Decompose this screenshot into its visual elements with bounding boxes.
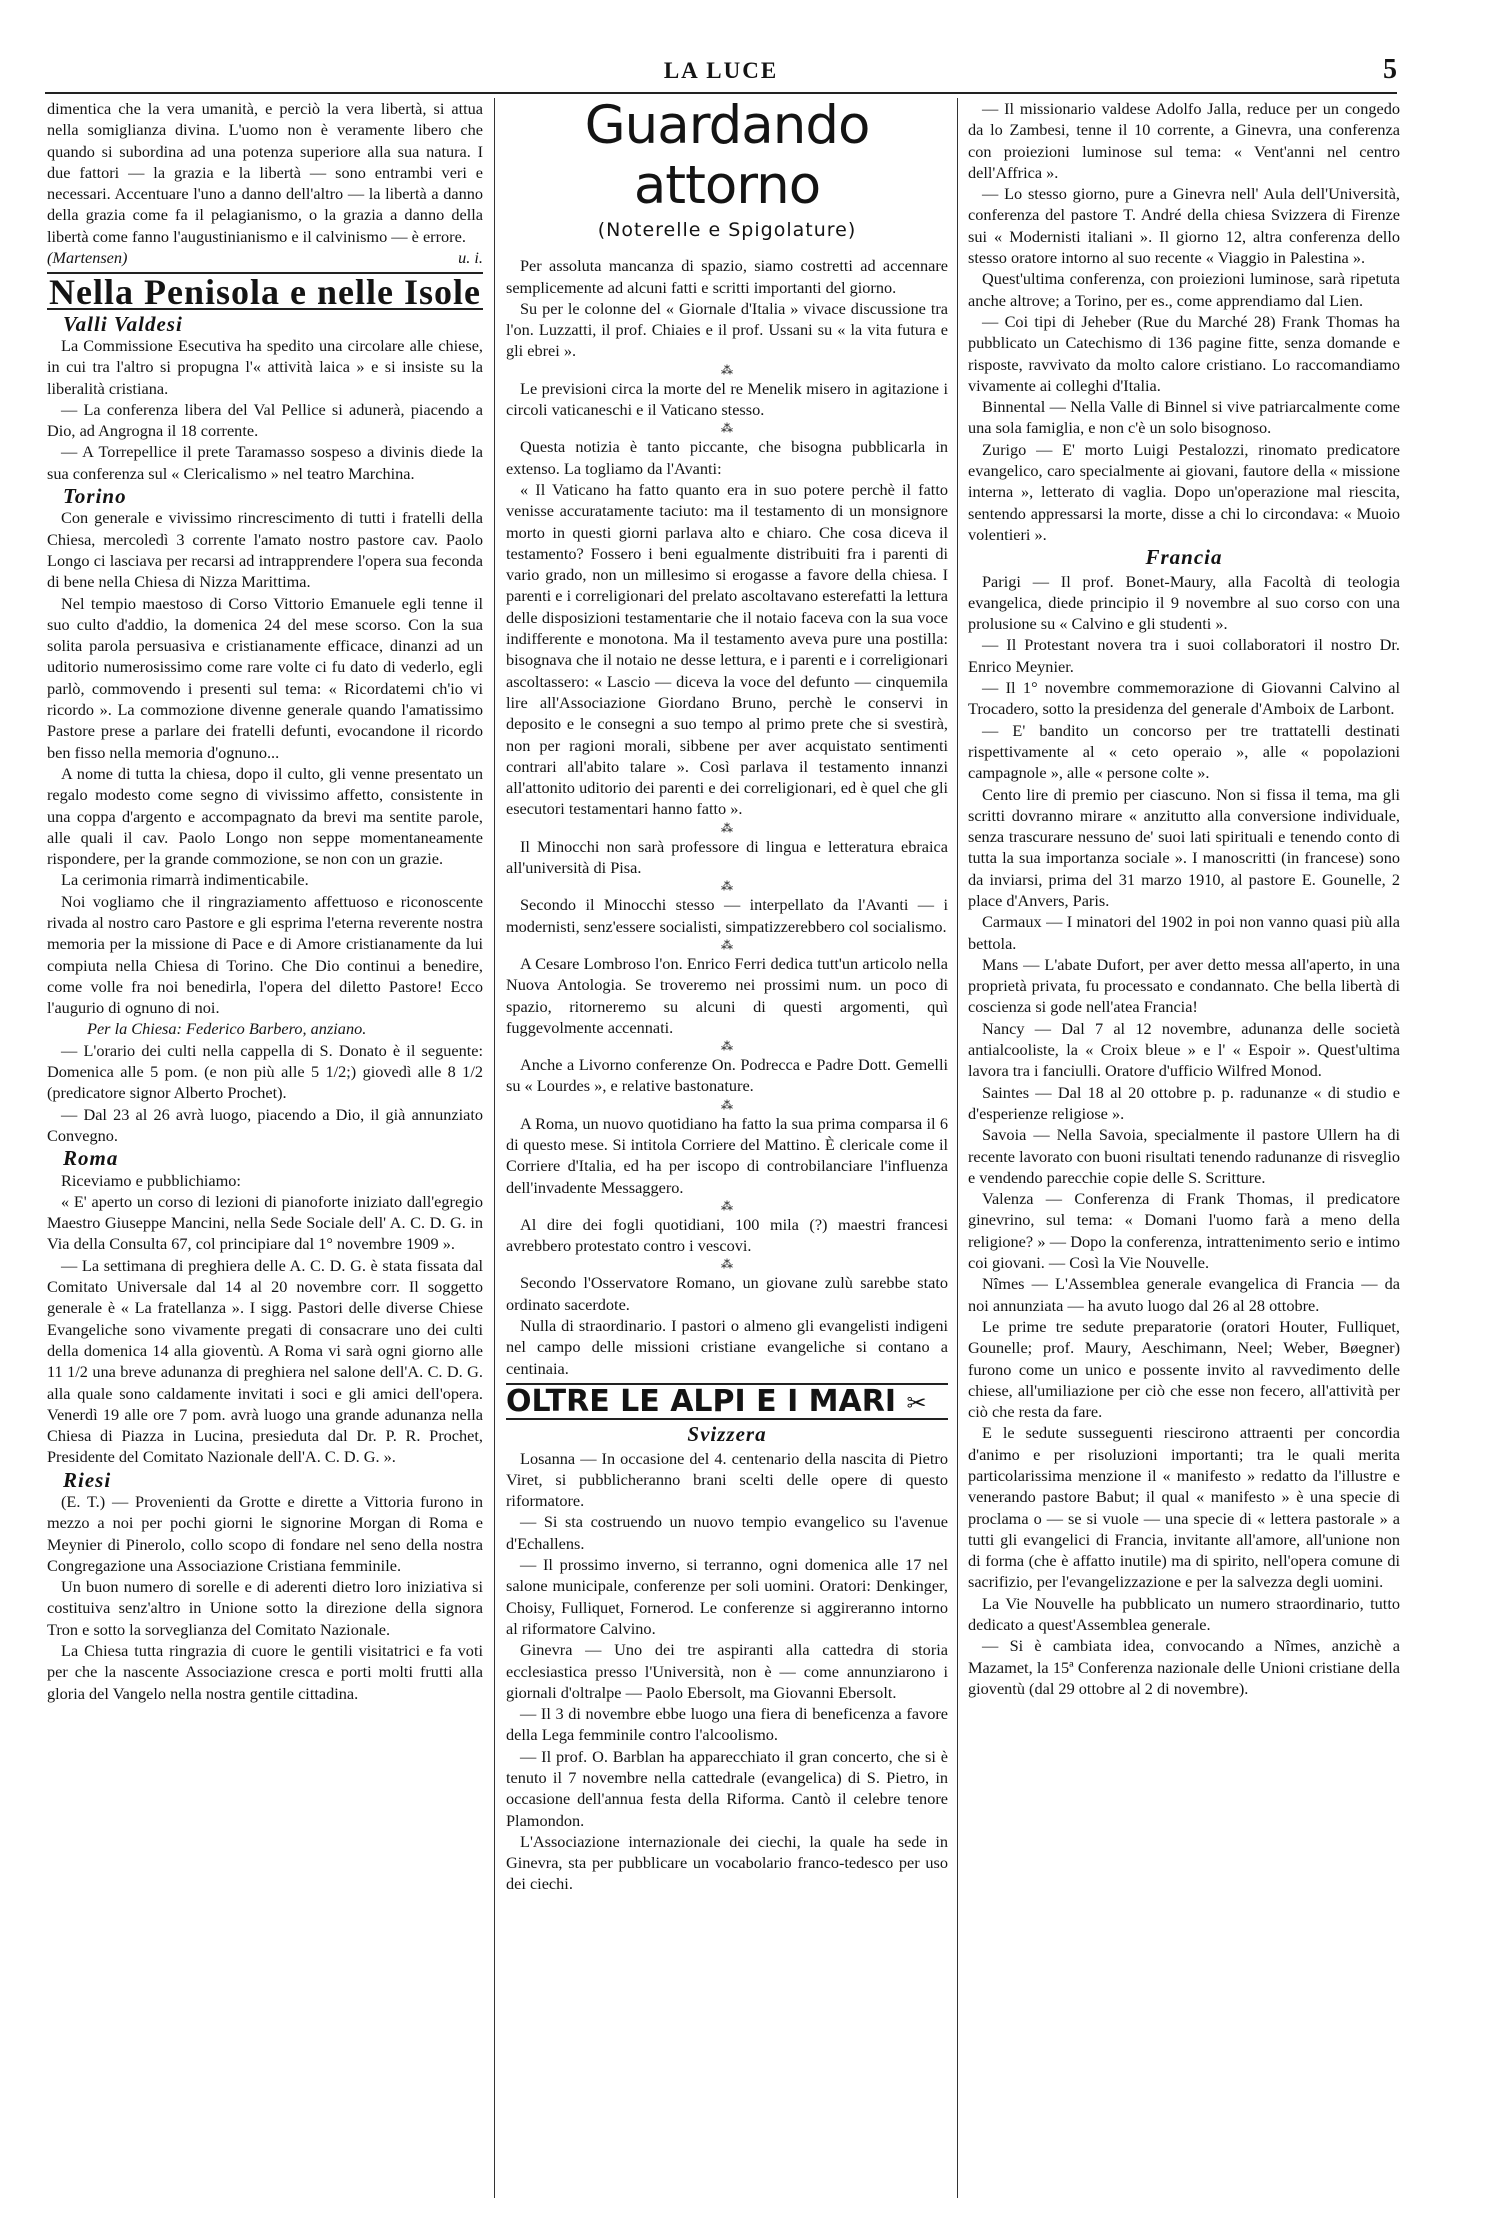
paragraph: — Dal 23 al 26 avrà luogo, piacendo a Dio, il già annunziato Convegno. — [47, 1104, 483, 1145]
paragraph: Zurigo — E' morto Luigi Pestalozzi, rinomato predicatore evangelico, caro specialmente ai giovani, fautore della « missione interna », letterato di vaglia. Dopo un'operazione mal riescita, sentendo appressarsi la morte, disse a chi lo circondava: « Muoio volentieri ». — [968, 439, 1400, 544]
paragraph: La Commissione Esecutiva ha spedito una circolare alle chiese, in cui tra l'altro si propugna l'« attività laica » e si insiste su la liberalità cristiana. — [47, 335, 483, 398]
signature: Per la Chiesa: Federico Barbero, anziano. — [87, 1019, 367, 1039]
paragraph: Ginevra — Uno dei tre aspiranti alla cattedra di storia ecclesiastica presso l'Università, non è — come annunziarono i giornali d'oltralpe — Paolo Ebersolt, ma Giovanni Ebersolt. — [506, 1640, 948, 1702]
paragraph: — Il Protestant novera tra i suoi collaboratori il nostro Dr. Enrico Meynier. — [968, 635, 1400, 676]
paragraph: Parigi — Il prof. Bonet-Maury, alla Facoltà di teologia evangelica, diede principio il 9 novembre al suo corso con una prolusione su « Calvino e gli studenti ». — [968, 571, 1400, 634]
separator-asterism: ⁂ — [721, 937, 733, 952]
paragraph: — La conferenza libera del Val Pellice si adunerà, piacendo a Dio, ad Angrogna il 18 corrente. — [47, 399, 483, 441]
intro-sign: u. i. — [458, 248, 483, 268]
paragraph: Al dire dei fogli quotidiani, 100 mila (?) maestri francesi avrebbero protestato contro i vescovi. — [506, 1214, 948, 1256]
separator-asterism: ⁂ — [721, 820, 733, 835]
paragraph: — A Torrepellice il prete Taramasso sospeso a divinis diede la sua conferenza sul « Clericalismo » nel teatro Marchina. — [47, 442, 483, 483]
paragraph: A Cesare Lombroso l'on. Enrico Ferri dedica tutt'un articolo nella Nuova Antologia. Se troveremo nei prossimi num. un poco di spazio, ritorneremo su alcuni di questi argomenti, quì fuggevolmente accennati. — [506, 953, 948, 1037]
column-2 — [506, 98, 948, 2198]
paragraph: — La settimana di preghiera delle A. C. D. G. è stata fissata dal Comitato Universale dal 14 al 20 novembre corr. Il soggetto generale è « La fratellanza ». I sigg. Pastori delle diverse Chiese Evangeliche sono vivamente pregati di consacrare uno dei culti della domenica 14 alla gioventù. A Roma vi sarà ogni giorno alle 11 1/2 una breve adunanza di preghiera nel salone dell'A. C. D. G. alla quale sono caldamente invitati i soci e gli amici dell'opera. Venerdì 19 alle ore 7 pom. avrà luogo una grande adunanza nella Chiesa di Piazza in Lucina, presieduta dal Dr. P. R. Prochet, Presidente del Comitato Nazionale dell'A. C. D. G. ». — [47, 1255, 483, 1467]
separator-asterism: ⁂ — [721, 1257, 733, 1272]
paragraph: — Il prossimo inverno, si terranno, ogni domenica alle 17 nel salone municipale, conferenze per soli uomini. Oratori: Denkinger, Choisy, Fulliquet, Fornerod. Le conferenze si aggireranno intorno al riformatore Calvino. — [506, 1555, 948, 1638]
paragraph: Secondo il Minocchi stesso — interpellato da l'Avanti — i modernisti, senz'essere socialisti, simpatizzerebbero col socialismo. — [506, 895, 948, 936]
section-title-oltre — [506, 1383, 948, 1419]
column-1 — [47, 98, 483, 2198]
paragraph: A nome di tutta la chiesa, dopo il culto, gli venne presentato un regalo modesto come segno di vivissimo affetto, consistente in una coppa d'argento e accompagnato da brevi ma sentite parole, alle quali il cav. Paolo Longo non seppe momentaneamente rispondere, per la grande commozione, se non con un grazie. — [47, 763, 483, 869]
paragraph: — Il missionario valdese Adolfo Jalla, reduce per un congedo da lo Zambesi, tenne il 10 corrente, a Ginevra, una conferenza con proiezioni luminose sul tema: « Vent'anni nel centro dell'Affrica ». — [968, 99, 1400, 182]
paragraph: Mans — L'abate Dufort, per aver detto messa all'aperto, in una proprietà privata, fu processato e condannato. Che bella libertà di coscienza si gode nell'atea Francia! — [968, 954, 1400, 1017]
scissors-icon: ✂ — [906, 1388, 927, 1417]
paragraph: Su per le colonne del « Giornale d'Italia » vivace discussione tra l'on. Luzzatti, il prof. Chiaies e il prof. Ussani su « la vita futura e gli ebrei ». — [506, 298, 948, 361]
paragraph: Il Minocchi non sarà professore di lingua e letteratura ebraica all'università di Pisa. — [506, 836, 948, 878]
paragraph: — Coi tipi di Jeheber (Rue du Marché 28) Frank Thomas ha pubblicato un Catechismo di 136 pagine fitte, senza domande e risposte, ravvivato da molto calore cristiano. Lo raccomandiamo vivamente ai colleghi d'Italia. — [968, 311, 1400, 395]
page-header — [45, 54, 1397, 90]
paragraph: Nel tempio maestoso di Corso Vittorio Emanuele egli tenne il suo culto d'addio, la domenica 24 del mese scorso. Con la sua solita parola persuasiva e cristianamente efficace, dinanzi ad un uditorio numerosissimo come rare volte ci fu dato di vederlo, egli parlò, commovendo i presenti sul tema: « Ricordatemi ch'io vi ricordo ». La commozione divenne generale quando l'amatissimo Pastore prese a parlare dei fratelli defunti, evocandone il ricordo ben fisso nella memoria d'ognuno... — [47, 593, 483, 762]
paragraph: Nancy — Dal 7 al 12 novembre, adunanza delle società antialcooliste, la « Croix bleue » e l' « Espoir ». Quest'ultima lavora tra i fanciulli. Oratore d'ufficio Wilfred Monod. — [968, 1018, 1400, 1081]
article-title: Guardando attorno — [584, 98, 870, 216]
paragraph: — Lo stesso giorno, pure a Ginevra nell' Aula dell'Università, conferenza del pastore T. André della chiesa Svizzera di Firenze sui « Modernisti italiani ». Il giorno 12, altra conferenza dello stesso oratore intorno al suo recente « Viaggio in Palestina ». — [968, 184, 1400, 268]
paragraph: Secondo l'Osservatore Romano, un giovane zulù sarebbe stato ordinato sacerdote. — [506, 1273, 948, 1314]
separator-asterism: ⁂ — [721, 1198, 733, 1213]
column-3 — [968, 98, 1400, 2198]
paragraph: Per assoluta mancanza di spazio, siamo costretti ad accennare semplicemente ad alcuni fatti e scritti importanti del giorno. — [506, 256, 948, 297]
paragraph: dimentica che la vera umanità, e perciò la vera libertà, si attua nella somiglianza divina. L'uomo non è veramente libero che quando si subordina ad una potenza superiore alla sua natura. I due fattori — la grazia e la libertà — sono entrambi veri e necessari. Accentuare l'uno a danno dell'altro — la libertà a danno della grazia come fa il pelagianismo, o la grazia a danno della libertà come fanno l'augustinianismo e il calvinismo — è errore. — [47, 99, 483, 246]
paragraph: Le prime tre sedute preparatorie (oratori Houter, Fulliquet, Gounelle; prof. Maury, Aeschimann, Neel; Weber, Bøegner) furono come un unico e possente invito al ravvedimento delle chiese, all'umiliazione per ciò che esse non fecero, all'attività per ciò che resta da fare. — [968, 1316, 1400, 1422]
paragraph: — E' bandito un concorso per tre trattatelli destinati rispettivamente al « ceto operaio », alle « popolazioni campagnole », alle « persone colte ». — [968, 720, 1400, 783]
paragraph: Con generale e vivissimo rincrescimento di tutti i fratelli della Chiesa, mercoledì 3 corrente l'amato nostro pastore cav. Paolo Longo ci lasciava per recarsi ad intrapprendere l'opera sua feconda di bene nella Chiesa di Nizza Marittima. — [47, 508, 483, 592]
paragraph: « Il Vaticano ha fatto quanto era in suo potere perchè il fatto venisse accuratamente taciuto: ma il testamento di un monsignore morto in questi giorni parlava alto e chiaro. Che cosa diceva il testamento? Fossero i beni egualmente distribuiti fra i parenti di vario grado, non un millesimo si erogasse a favore della chiesa. I parenti e i correligionari del prelato ascoltavano esterefatti la lettura delle disposizioni testamentarie che il notaio faceva con la sua voce indifferente e monotona. Ma il testamento aveva pure una postilla: bisognava che il notaio ne desse lettura, e i parenti e i correligionari ascoltassero: « Lascio — diceva la voce del defunto — cinquemila lire all'Associazione Giordano Bruno, perchè le conservi in deposito e le consegni a suo tempo al primo prete che si svestirà, non per ragioni morali, sibbene per aver acquistato sentimenti contrari all'abito talare ». Così parlava il testamento innanzi all'attonito uditorio dei parenti e dei correligionari, ed è quel che gli esecutori testamentari hanno fatto ». — [506, 479, 948, 819]
intro-source: (Martensen) — [47, 248, 128, 268]
subheading-riesi: Riesi — [63, 1467, 112, 1492]
column-rule — [494, 98, 495, 2198]
paragraph: Losanna — In occasione del 4. centenario della nascita di Pietro Viret, si pubblicheranno brani scelti delle opere di questo riformatore. — [506, 1448, 948, 1511]
article-subtitle: (Noterelle e Spigolature) — [597, 219, 857, 241]
paragraph: Savoia — Nella Savoia, specialmente il pastore Ullern ha di recente lavorato con buoni risultati tenendo radunanze di risveglio e vendendo parecchie copie delle S. Scritture. — [968, 1125, 1400, 1187]
page-number: 5 — [1383, 54, 1397, 85]
separator-asterism: ⁂ — [721, 1097, 733, 1112]
paragraph: Carmaux — I minatori del 1902 in poi non vanno quasi più alla bettola. — [968, 912, 1400, 953]
paragraph: La Chiesa tutta ringrazia di cuore le gentili visitatrici e fa voti per che la nascente Associazione cresca e porti molti frutti alla gloria del Vangelo nella nostra gentile cittadina. — [47, 1641, 483, 1703]
subheading-francia: Francia — [1145, 545, 1223, 570]
paragraph: — L'orario dei culti nella cappella di S. Donato è il seguente: Domenica alle 5 pom. (e non più alle 5 1/2;) giovedì alle 8 1/2 (predicatore signor Alberto Prochet). — [47, 1040, 483, 1103]
separator-asterism: ⁂ — [721, 879, 733, 894]
paragraph: Nulla di straordinario. I pastori o almeno gli evangelisti indigeni nel campo delle missioni cristiane evangeliche si contano a centinaia. — [506, 1316, 948, 1378]
paragraph: « E' aperto un corso di lezioni di pianoforte iniziato dall'egregio Maestro Giuseppe Mancini, nella Sede Sociale dell' A. C. D. G. in Via della Consulta 67, col principiare dal 1° novembre 1909 ». — [47, 1191, 483, 1254]
masthead: LA LUCE — [663, 58, 779, 83]
paragraph: Anche a Livorno conferenze On. Podrecca e Padre Dott. Gemelli su « Lourdes », e relative bastonature. — [506, 1055, 948, 1096]
paragraph: — Il prof. O. Barblan ha apparecchiato il gran concerto, che si è tenuto il 7 novembre nella cattedrale (evangelica) di S. Pietro, in occasione dell'annua festa della Riforma. Cantò il celebre tenore Plamondon. — [506, 1746, 948, 1830]
column-rule — [957, 98, 958, 2198]
separator-asterism: ⁂ — [721, 421, 733, 436]
paragraph: L'Associazione internazionale dei ciechi, la quale ha sede in Ginevra, sta per pubblicare un vocabolario franco-tedesco per uso dei ciechi. — [506, 1831, 948, 1894]
paragraph: Cento lire di premio per ciascuno. Non si fissa il tema, ma gli scritti dovranno mirare « anzitutto alla conversione individuale, senza trascurare nessuno de' suoi lati spirituali e tenendo conto di tutta la sua importanza sociale ». I manoscritti (in francese) sono da inviarsi, prima del 31 marzo 1910, al pastore E. Gounelle, 2 place d'Anvers, Paris. — [968, 784, 1400, 910]
paragraph: Binnental — Nella Valle di Binnel si vive patriarcalmente come una sola famiglia, e non c'è un solo bisognoso. — [968, 397, 1400, 438]
separator-asterism: ⁂ — [721, 362, 733, 377]
subheading-valli-valdesi: Valli Valdesi — [63, 311, 183, 336]
paragraph: La cerimonia rimarrà indimenticabile. — [61, 870, 309, 890]
paragraph: Saintes — Dal 18 al 20 ottobre p. p. radunanze « di studio e d'esperienze religiose ». — [968, 1082, 1400, 1123]
paragraph: A Roma, un nuovo quotidiano ha fatto la sua prima comparsa il 6 di questo mese. Si intitola Corriere del Mattino. È clericale come il Corriere d'Italia, ed ha per iscopo di controbilanciare l'influenza dell'invadente Messaggero. — [506, 1113, 948, 1197]
paragraph: Nîmes — L'Assemblea generale evangelica di Francia — da noi annunziata — ha avuto luogo dal 26 al 28 ottobre. — [968, 1274, 1400, 1315]
paragraph: Valenza — Conferenza di Frank Thomas, il predicatore ginevrino, sul tema: « Domani l'uomo farà a meno della religione? » — Dopo la conferenza, intrattenimento serio e intimo coi giovani. — Così la Vie Nouvelle. — [968, 1189, 1400, 1273]
paragraph: — Si sta costruendo un nuovo tempio evangelico su l'avenue d'Echallens. — [506, 1512, 948, 1553]
paragraph: Noi vogliamo che il ringraziamento affettuoso e riconoscente rivada al nostro caro Pastore e gli esprima l'eterna reverente nostra memoria per la missione di Pace e di Amore cristianamente da lui compiuta nella Chiesa di Torino. Che Dio continui a benedire, come volle fra noi benedirla, l'opera del diletto Pastore! Ecco l'augurio di ognuno di noi. — [47, 891, 483, 1018]
paragraph: Le previsioni circa la morte del re Menelik misero in agitazione i circoli vaticaneschi e il Vaticano stesso. — [506, 378, 948, 420]
paragraph: Riceviamo e pubblichiamo: — [61, 1170, 241, 1190]
subheading-roma: Roma — [63, 1146, 119, 1171]
subheading-torino: Torino — [63, 484, 127, 509]
paragraph: Questa notizia è tanto piccante, che bisogna pubblicarla in extenso. La togliamo da l'Avanti: — [506, 437, 948, 478]
paragraph: Quest'ultima conferenza, con proiezioni luminose, sarà ripetuta anche altrove; a Torino, per es., come apprendiamo dal Lien. — [968, 269, 1400, 310]
paragraph: — Il 3 di novembre ebbe luogo una fiera di beneficenza a favore della Lega femminile contro l'alcoolismo. — [506, 1704, 948, 1745]
paragraph: Un buon numero di sorelle e di aderenti dietro loro iniziativa si costituiva senz'altro in Unione sotto la direzione della signora Tron e sotto la sorveglianza del Comitato Nazionale. — [47, 1577, 483, 1639]
paragraph: — Si è cambiata idea, convocando a Nîmes, anzichè a Mazamet, la 15ª Conferenza nazionale delle Unioni cristiane della gioventù (dal 29 ottobre al 2 di novembre). — [968, 1636, 1400, 1698]
section-title: Nella Penisola e nelle Isole — [49, 272, 481, 313]
paragraph: E le sedute susseguenti riescirono attraenti per concordia d'animo e per risoluzioni importanti; tra le quali merita particolarissima menzione il « manifesto » redatto da l'illustre e venerando pastore Babut; il qual « manifesto » è una specie di proclama o — se si vuole — una specie di « lettera pastorale » a tutti gli evangelici di Francia, invitante all'amore, all'unione non di forma (che è affatto inutile) ma di spirito, nell'opera comune di sacrifizio, per l'evangelizzazione e per la salvezza degli uomini. — [968, 1423, 1400, 1592]
paragraph: (E. T.) — Provenienti da Grotte e dirette a Vittoria furono in mezzo a noi per pochi giorni le signorine Morgan di Roma e Meynier di Pinerolo, collo scopo di fondare nel seno della nostra Congregazione una Associazione Cristiana femminile. — [47, 1492, 483, 1575]
paragraph: — Il 1° novembre commemorazione di Giovanni Calvino al Trocadero, sotto la presidenza del generale d'Amboix de Larbont. — [968, 678, 1400, 719]
subheading-svizzera: Svizzera — [687, 1422, 767, 1447]
separator-asterism: ⁂ — [721, 1039, 733, 1054]
header-rule — [45, 92, 1397, 94]
section-title-oltre-text: OLTRE LE ALPI E I MARI — [506, 1383, 897, 1419]
paragraph: La Vie Nouvelle ha pubblicato un numero straordinario, tutto dedicato a quest'Assemblea generale. — [968, 1593, 1400, 1635]
intro-signature — [47, 247, 483, 268]
